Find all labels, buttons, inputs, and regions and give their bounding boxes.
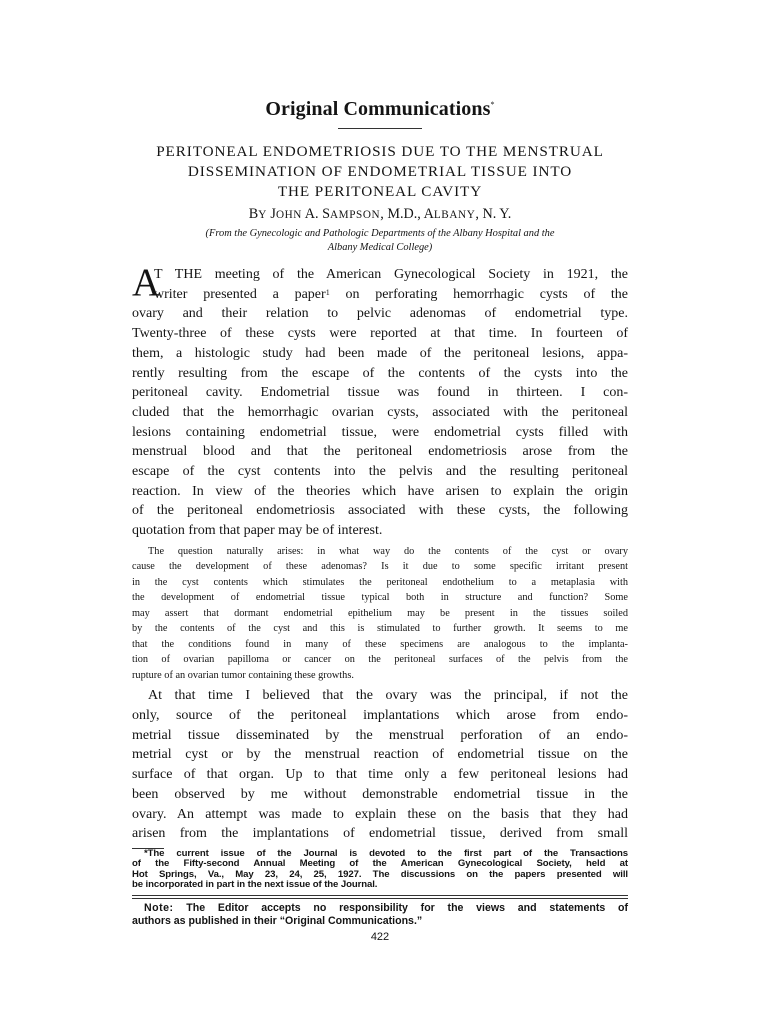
quote-line: may assert that dormant endometrial epithelium may be present in the tissues soiled <box>132 607 628 619</box>
author-first-initial: J <box>270 206 276 222</box>
opening-paragraph <box>132 261 628 304</box>
body-line <box>154 285 628 305</box>
quote-line: rupture of an ovarian tumor containing these growths. <box>132 669 354 681</box>
body-line: escape of the cyst contents into the pelvis and the resulting peritoneal <box>132 464 628 480</box>
editor-note <box>132 902 628 928</box>
body-line: them, a histologic study had been made of the peritoneal lesions, appa- <box>132 345 628 361</box>
block-quotation <box>132 544 628 684</box>
footnote <box>132 849 628 891</box>
affiliation-line: Albany Medical College) <box>327 242 433 253</box>
journal-page <box>132 96 628 944</box>
author-byline <box>132 204 628 225</box>
article-title <box>132 142 628 202</box>
body-line: Twenty-three of these cysts were reported at that time. In fourteen of <box>132 326 628 342</box>
title-line: DISSEMINATION OF ENDOMETRIAL TISSUE INTO <box>187 163 573 180</box>
footnote-line: be incorporated in part in the next issue of the Journal. <box>132 879 378 891</box>
quote-line: the development of endometrial tissue typical both in structure and function? Some <box>132 592 628 604</box>
body-line: been observed by me without demonstrable endometrial tissue in the <box>132 786 628 802</box>
body-line: rently resulting from the escape of the contents of the cysts into the <box>132 365 628 381</box>
body-line: ovary. An attempt was made to explain these on the basis that they had <box>132 806 628 822</box>
affiliation <box>132 227 628 255</box>
section-asterisk: * <box>490 100 495 109</box>
author-first-rest: OHN <box>275 209 302 221</box>
affiliation-line: (From the Gynecologic and Pathologic Departments of the Albany Hospital and the <box>205 228 555 239</box>
footnote-line: Hot Springs, Va., May 23, 24, 25, 1927. The discussions on the papers presented will <box>132 868 628 880</box>
body-line: quotation from that paper may be of interest. <box>132 523 383 539</box>
city-rest: LBANY <box>433 209 476 221</box>
title-line: PERITONEAL ENDOMETRIOSIS DUE TO THE MENSTRUAL <box>156 143 604 160</box>
note-text: The Editor accepts no responsibility for the views and statements of <box>173 901 628 914</box>
byline-by-rest: Y <box>258 209 267 221</box>
note-label: Note: <box>144 901 174 914</box>
article-body <box>132 261 628 844</box>
note-line: authors as published in their “Original Communications.” <box>132 914 423 927</box>
body-line: ovary and their relation to pelvic adenomas of endometrial type. <box>132 306 628 322</box>
body-line: menstrual blood and that the peritoneal endometriosis arose from the <box>132 444 628 460</box>
quote-line: in the cyst contents which stimulates the peritoneal endothelium to a metaplasia with <box>132 576 628 588</box>
author-middle: A. <box>302 206 323 222</box>
quote-line: cause the development of these adenomas? Is it due to some specific irritant present <box>132 561 628 573</box>
body-line-text: on perforating hemorrhagic cysts of the <box>329 286 628 302</box>
drop-cap: A <box>132 261 161 304</box>
title-line: THE PERITONEAL CAVITY <box>277 183 483 200</box>
body-line: metrial cyst or by the menstrual reaction of endometrial tissue on the <box>132 747 628 763</box>
body-line: reaction. In view of the theories which have arisen to explain the origin <box>132 483 628 499</box>
byline-by-initial: B <box>248 206 259 222</box>
quote-line: tion of ovarian papilloma or cancer on the peritoneal surfaces of the pelvis from the <box>132 654 628 666</box>
body-line: cluded that the hemorrhagic ovarian cysts, associated with the peritoneal <box>132 404 628 420</box>
reference-marker: 1 <box>325 287 330 297</box>
body-line: peritoneal cavity. Endometrial tissue was found in thirteen. I con- <box>132 385 628 401</box>
body-line: metrial tissue disseminated by the menstrual perforation of an endo- <box>132 727 628 743</box>
note-line <box>132 902 628 915</box>
section-title: Original Communications <box>265 98 491 120</box>
footnote-line: of the Fifty-second Annual Meeting of the American Gynecological Society, held at <box>132 858 628 870</box>
body-line: only, source of the peritoneal implantations which arose from endo- <box>132 708 628 724</box>
body-line: lesions containing endometrial tissue, were endometrial cysts filled with <box>132 424 628 440</box>
body-line: At that time I believed that the ovary was the principal, if not the <box>148 688 628 704</box>
author-state: , N. Y. <box>475 206 512 222</box>
body-line-text: writer presented a paper <box>154 286 326 302</box>
page-number: 422 <box>370 930 390 943</box>
quote-line: The question naturally arises: in what way do the contents of the cyst or ovary <box>148 545 628 557</box>
body-line: T THE meeting of the American Gynecological Society in 1921, the <box>154 267 628 282</box>
quote-line: that the conditions found in many of these specimens are analogous to the implanta- <box>132 638 628 650</box>
quote-line: by the contents of the cyst and this is stimulated to further growth. It seems to me <box>132 623 628 635</box>
author-degree: , M.D., <box>380 206 424 222</box>
city-initial: A <box>423 206 434 222</box>
author-surname-rest: AMPSON <box>330 209 381 221</box>
author-surname-initial: S <box>322 206 330 222</box>
body-line: of the peritoneal endometriosis associated with these cysts, the following <box>132 503 628 519</box>
section-heading <box>132 96 628 122</box>
body-line: surface of that organ. Up to that time only a few peritoneal lesions had <box>132 767 628 783</box>
body-line: arisen from the implantations of endometrial tissue, derived from small <box>132 826 628 842</box>
note-divider <box>132 895 628 899</box>
heading-rule <box>338 128 422 129</box>
footnote-line: *The current issue of the Journal is devoted to the first part of the Transactions <box>144 847 628 859</box>
